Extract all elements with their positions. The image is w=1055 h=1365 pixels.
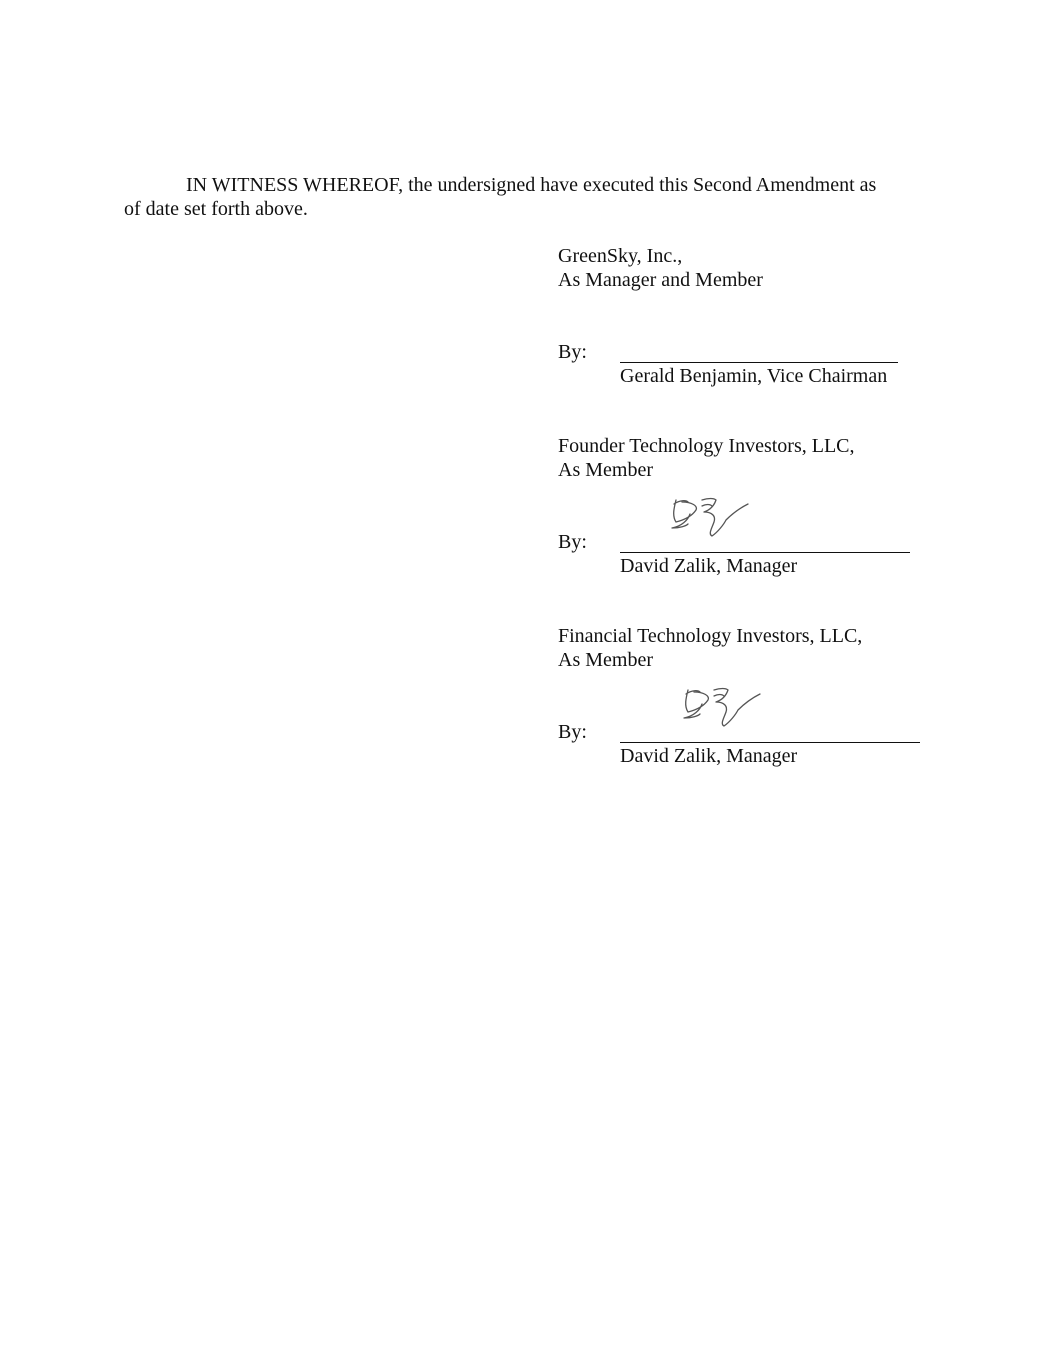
by-label: By: [558,341,587,363]
witness-paragraph [124,173,914,221]
entity-name: Founder Technology Investors, LLC, [558,435,855,457]
entity-name: Financial Technology Investors, LLC, [558,625,863,647]
by-label: By: [558,531,587,553]
signature-block-founder-technology [558,434,978,578]
signatory-name: Gerald Benjamin, Vice Chairman [620,365,888,387]
signature-row [558,720,978,768]
signature-block-financial-technology [558,624,978,768]
signature-line [620,362,898,363]
witness-line-1: IN WITNESS WHEREOF, the undersigned have executed this Second Amendment as [186,174,877,196]
signature-line [620,552,910,553]
signature-line [620,742,920,743]
signature-row [558,530,978,578]
handwritten-signature [680,684,764,730]
witness-line-2: of date set forth above. [124,198,308,220]
signatory-name: David Zalik, Manager [620,555,798,577]
entity-name: GreenSky, Inc., [558,245,683,267]
entity-role: As Member [558,649,653,671]
signatory-name: David Zalik, Manager [620,745,798,767]
handwritten-signature [668,494,752,540]
by-label: By: [558,721,587,743]
signature-block-greensky [558,244,978,388]
entity-role: As Manager and Member [558,269,763,291]
entity-role: As Member [558,459,653,481]
signature-row [558,340,978,388]
